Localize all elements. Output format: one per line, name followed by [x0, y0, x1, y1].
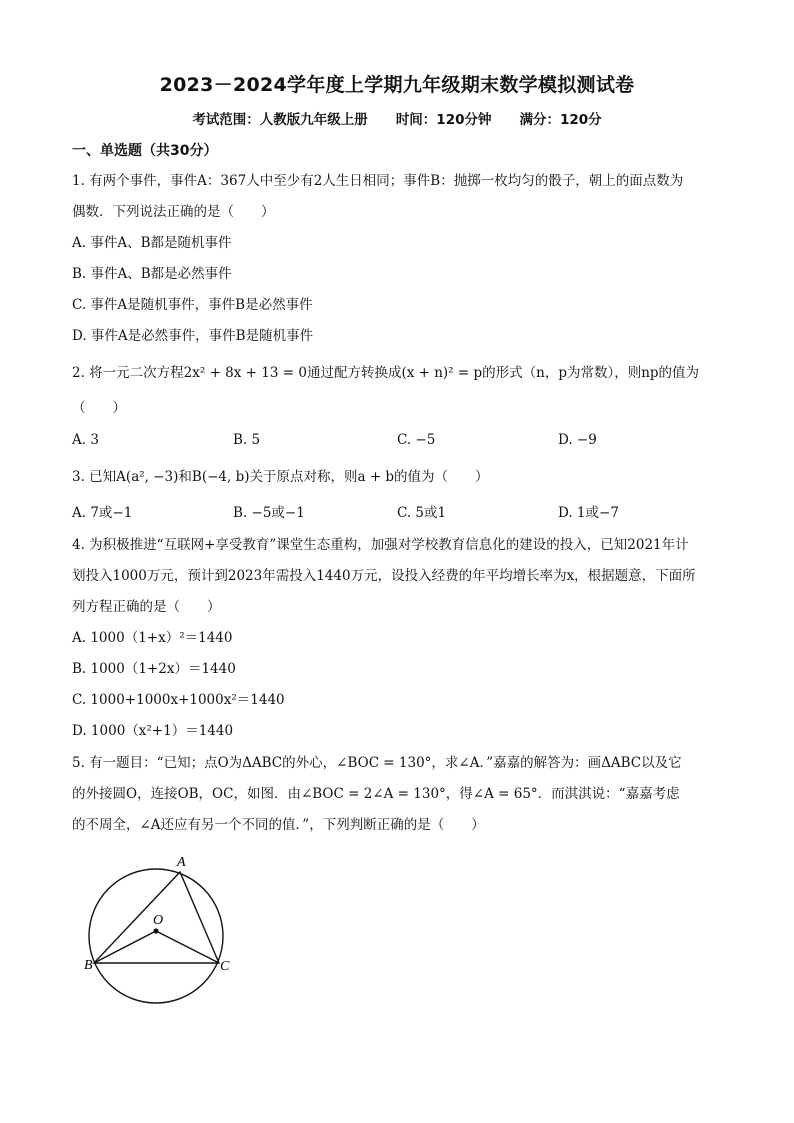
q4-option-d: D. 1000（x²+1）＝1440: [72, 723, 234, 739]
exam-time: 时间：120分钟: [395, 112, 492, 128]
q1-stem-line2: 偶数．下列说法正确的是（ ）: [72, 204, 275, 220]
circumcircle: [89, 869, 223, 1003]
q1-option-a: A. 事件A、B都是随机事件: [72, 235, 232, 251]
q4-stem-line3: 列方程正确的是（ ）: [72, 599, 221, 615]
q1-option-b: B. 事件A、B都是必然事件: [72, 266, 232, 282]
q2-option-a: A. 3: [72, 432, 99, 448]
segment-oc: [156, 931, 219, 963]
q3-option-a: A. 7或−1: [72, 505, 133, 521]
exam-scope: 考试范围：人教版九年级上册: [192, 112, 368, 128]
q4-option-a: A. 1000（1+x）²＝1440: [72, 630, 233, 646]
q5-stem-line2: 的外接圆O，连接OB，OC，如图．由∠BOC = 2∠A = 130°，得∠A = 65°．而淇淇说：“嘉嘉考虑: [72, 786, 680, 802]
q5-stem-line1: 5. 有一题目：“已知；点O为ΔABC的外心，∠BOC = 130°，求∠A．”嘉嘉的解答为：画ΔABC以及它: [72, 755, 682, 771]
center-point-o: [153, 928, 158, 933]
exam-score: 满分：120分: [519, 112, 602, 128]
exam-title: 2023－2024学年度上学期九年级期末数学模拟测试卷: [159, 74, 635, 96]
section-heading-single-choice: 一、单选题（共30分）: [72, 143, 218, 159]
label-b: B: [84, 958, 93, 973]
segment-ob: [94, 931, 156, 963]
q2-option-c: C. −5: [397, 432, 436, 448]
q3-option-b: B. −5或−1: [233, 505, 305, 521]
q1-option-d: D. 事件A是必然事件，事件B是随机事件: [72, 328, 314, 344]
label-o: O: [153, 913, 164, 928]
q3-option-c: C. 5或1: [397, 505, 447, 521]
q4-option-c: C. 1000+1000x+1000x²＝1440: [72, 692, 285, 708]
q1-option-c: C. 事件A是随机事件，事件B是必然事件: [72, 297, 313, 313]
q3-option-d: D. 1或−7: [558, 505, 619, 521]
q2-option-d: D. −9: [558, 432, 597, 448]
exam-info: [0, 108, 794, 128]
q2-stem-line2: （ ）: [72, 400, 126, 416]
circumcircle-figure: [82, 852, 252, 1012]
q3-stem: 3. 已知A(a², −3)和B(−4, b)关于原点对称，则a + b的值为（ ）: [72, 469, 489, 485]
q4-option-b: B. 1000（1+2x）＝1440: [72, 661, 236, 677]
label-a: A: [177, 855, 186, 870]
label-c: C: [220, 959, 230, 974]
q4-stem-line1: 4. 为积极推进“互联网+享受教育”课堂生态重构，加强对学校教育信息化的建设的投入，已知2021年计: [72, 537, 689, 553]
q2-option-b: B. 5: [233, 432, 261, 448]
q2-stem-line1: 2. 将一元二次方程2x² + 8x + 13 = 0通过配方转换成(x + n)² = p的形式（n，p为常数），则np的值为: [72, 365, 700, 381]
q1-stem-line1: 1. 有两个事件，事件A：367人中至少有2人生日相同；事件B：抛掷一枚均匀的骰子，朝上的面点数为: [72, 173, 684, 189]
q4-stem-line2: 划投入1000万元，预计到2023年需投入1440万元，设投入经费的年平均增长率为x，根据题意，下面所: [72, 568, 696, 584]
q5-stem-line3: 的不周全，∠A还应有另一个不同的值．”，下列判断正确的是（ ）: [72, 817, 485, 833]
